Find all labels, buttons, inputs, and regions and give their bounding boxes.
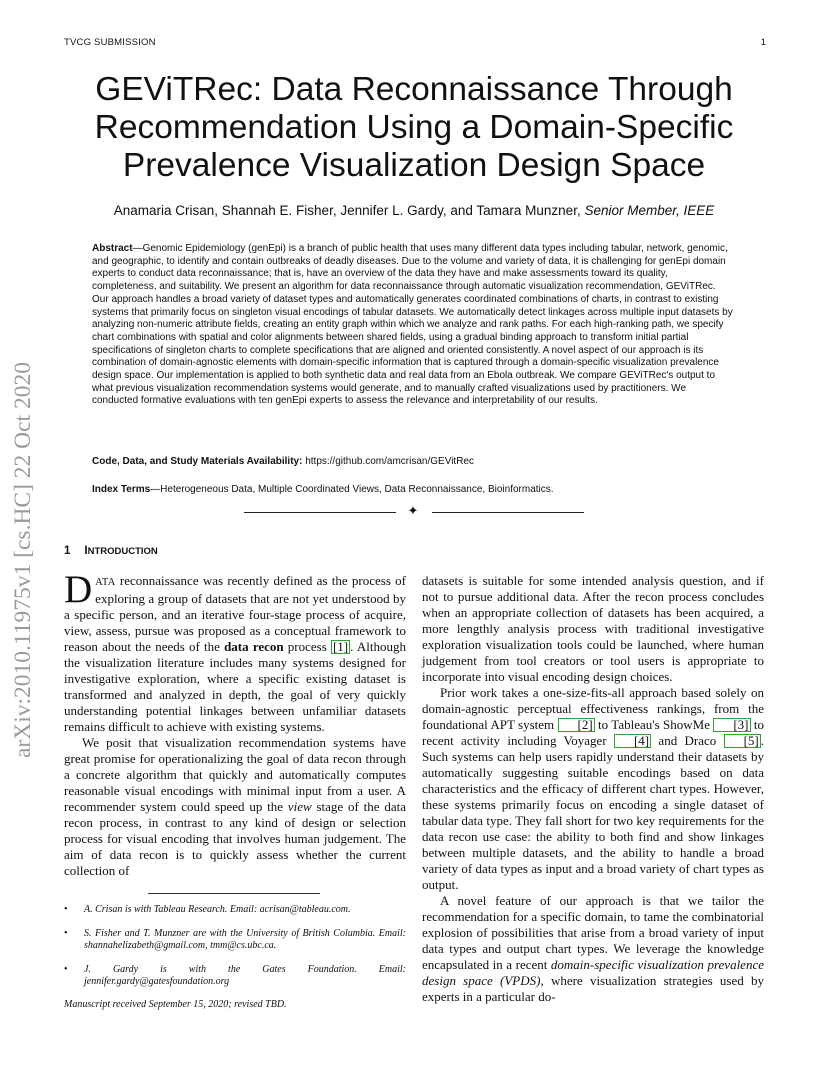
separator-rule-right [432,512,584,513]
arxiv-identifier[interactable]: arXiv:2010.11975v1 [cs.HC] 22 Oct 2020 [10,362,36,758]
paragraph-1 [64,568,406,735]
bullet-icon: • [64,927,68,939]
section-title-initial: I [84,545,88,557]
text-run: . Such systems can help users rapidly understand their datasets by automatically suggesting suitable encodings based on data characteristics and the efficacy of different chart types. However, these systems primarily focus on encoding a single dataset of tabular data type. They fall short for two key requirements for the data recon use case: the ability to both find and show linkages between multiple datasets, and the ability to handle a broad variety of data types as input and a broad variety of chart types as output. [422,733,764,892]
index-terms-label: Index Terms [92,484,151,495]
citation-link[interactable]: [5] [724,734,761,748]
page-number: 1 [760,37,766,48]
bullet-icon: • [64,963,68,975]
text-run: . Although the visualization literature includes many systems designed for investigative exploration, where a specific existing dataset is transformed and analyzed in depth, the goal of very quickly understanding potential linkages between unfamiliar datasets remains difficult to achieve with existing systems. [64,639,406,734]
title-line-2: Recommendation Using a Domain-Specific [94,109,734,146]
text-run: process [283,639,331,654]
title-line-1: GEViTRec: Data Reconnaissance Through [95,71,733,108]
index-terms [92,484,734,495]
footnote-text: A. Crisan is with Tableau Research. Email: acrisan@tableau.com. [84,904,351,915]
paragraph-continued: datasets is suitable for some intended analysis question, and if not to pursue additional data. After the recon process concludes when an appropriate collection of datasets has been acquired, a more lengthly analysis process with traditional investigative exploration visualization tools could be launched, where human judgement from tool creators or tool users is appropriate to incorporate into visual encoding design choices. [422,573,764,684]
separator-diamond-icon: ✦ [407,504,419,519]
author-names: Anamaria Crisan, Shannah E. Fisher, Jennifer L. Gardy, and Tamara Munzner, [113,203,581,218]
text-run: stage of the data recon process, in contrast to any kind of design or selection process for visual encoding that involves human judgement. The aim of data recon is to quickly assess whether the current collection of [64,799,407,878]
small-caps-lead: ATA [95,577,116,588]
text-run: , where visualization strategies used by experts in a particular do- [422,973,765,1004]
section-heading [64,545,158,557]
citation-link[interactable]: [1] [332,639,349,654]
footnote-text: S. Fisher and T. Munzner are with the University of British Columbia. Email: shannahelizabeth@gmail.com, tmm@cs.ubc.ca. [84,927,406,951]
author-list [64,203,764,218]
paragraph-2 [64,735,406,879]
bold-term: data recon [224,639,284,654]
journal-header: TVCG SUBMISSION [64,37,156,48]
text-run: Prior work takes a one-size-fits-all approach based solely on domain-agnostic perceptual effectiveness rankings, from the foundational APT system [422,685,764,732]
citation-link[interactable]: [4] [614,734,651,748]
footnotes [64,904,406,1011]
availability-link[interactable]: https://github.com/amcrisan/GEVitRec [302,456,474,467]
author-affiliation: Senior Member, IEEE [584,203,715,218]
citation-link[interactable]: [2] [558,718,595,732]
body-column-right [422,573,764,1005]
availability-label: Code, Data, and Study Materials Availability: [92,456,303,467]
footnote-item [64,904,406,917]
drop-cap: D [64,568,93,611]
text-run: reconnaissance was recently defined as the process of exploring a group of datasets that are not yet understood by a specific person, and an iterative four-stage process of acquire, view, assess, pursue was proposed as a conceptual framework to reason about the needs of the [64,573,406,654]
footnote-rule [148,893,320,894]
availability-statement [92,456,734,467]
text-run: We posit that visualization recommendation systems have great promise for operationalizing the goal of data recon through a concrete algorithm that quickly and automatically computes reasonable visual encodings with minimal input from a user. A recommender system could speed up the [64,735,406,814]
footnote-item [64,964,406,989]
index-terms-text: —Heterogeneous Data, Multiple Coordinated Views, Data Reconnaissance, Bioinformatics. [150,484,554,495]
title-line-3: Prevalence Visualization Design Space [122,147,706,184]
section-number: 1 [64,545,71,557]
manuscript-note: Manuscript received September 15, 2020; revised TBD. [64,998,287,1010]
text-run: A novel feature of our approach is that we tailor the recommendation for a specific domain, to tame the combinatorial explosion of possibilities that arise from a broad variety of input data types and output chart types. We leverage the knowledge encapsulated in a recent [422,893,764,972]
paper-title [64,71,764,185]
italic-term: view [287,799,312,814]
text-run: to recent activity including Voyager [422,717,764,748]
body-column-left [64,568,407,879]
paragraph-prior-work [422,685,764,893]
footnote-item [64,928,406,953]
abstract-label: Abstract [92,243,133,254]
paragraph-novel-feature [422,893,764,1005]
bullet-icon: • [64,904,68,915]
separator-rule-left [244,512,396,513]
citation-link[interactable]: [3] [713,718,750,732]
text-run: and Draco [651,733,724,748]
italic-term: domain-specific visualization prevalence design space (VPDS) [422,957,764,988]
abstract [92,243,734,408]
abstract-text: —Genomic Epidemiology (genEpi) is a branch of public health that uses many different data types including tabular, network, genomic, and geographic, to identify and contain outbreaks of deadly diseases. Due to the volume and variety of data, it is challenging for genEpi domain experts to conduct data reconnaissance; that is, have an overview of the data they have and make assessments toward its quality, completeness, and suitability. We present an algorithm for data reconnaissance through automatic visualization recommendation, GEViTRec. Our approach handles a broad variety of dataset types and automatically generates coordinated combinations of charts, in contrast to existing systems that primarily focus on singleton visual encodings of tabular datasets. We automatically detect linkages across multiple input datasets by analyzing non-numeric attribute fields, creating an entity graph within which we analyze and rank paths. For each high-ranking path, we specify chart combinations with spatial and color alignments between shared fields, using a gradual binding approach to transform initial partial specifications of singleton charts to complete specifications that are aligned and oriented consistently. A novel aspect of our approach is its combination of domain-agnostic elements with domain-specific information that is captured through a domain-specific visualization prevalence design space. Our implementation is applied to both synthetic data and real data from an Ebola outbreak. We compare GEViTRec's output to what previous visualization recommendation systems would generate, and to manually crafted visualizations used by practitioners. We conducted formative evaluations with ten genEpi experts to assess the relevance and interpretability of our results. [92,243,733,407]
text-run: to Tableau's ShowMe [594,717,714,732]
section-title-rest: NTRODUCTION [87,546,158,557]
footnote-text: J. Gardy is with the Gates Foundation. Email: jennifer.gardy@gatesfoundation.org [84,963,406,987]
